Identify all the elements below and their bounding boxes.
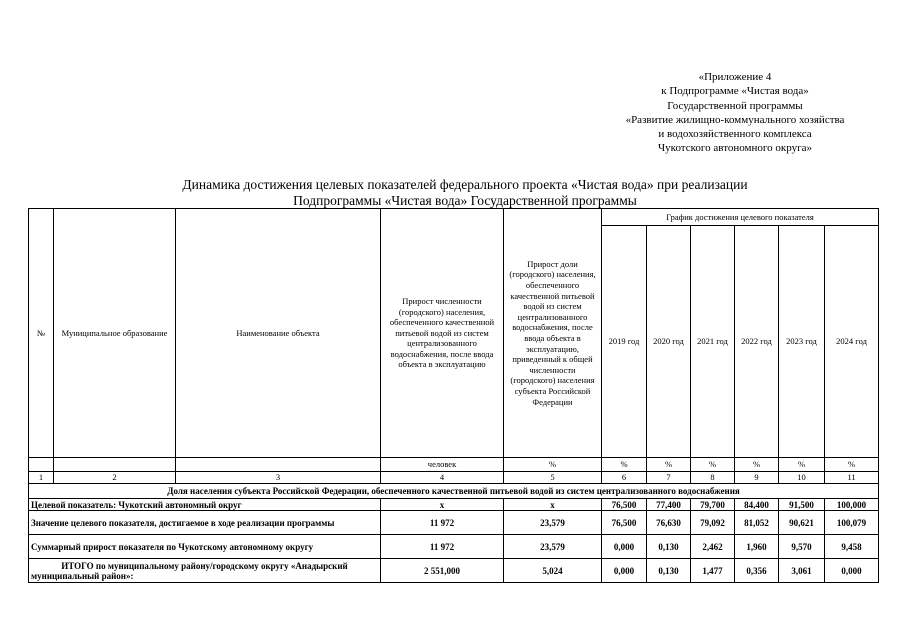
column-number: 1 [29, 472, 54, 484]
appendix-line: Государственной программы [667, 99, 803, 112]
column-number: 10 [779, 472, 825, 484]
header-municipality: Муниципальное образование [54, 209, 176, 458]
column-number: 11 [825, 472, 879, 484]
row-year-value: 9,458 [825, 535, 879, 559]
row-label: Значение целевого показателя, достигаемое в ходе реализации программы [29, 511, 381, 535]
column-number: 3 [176, 472, 381, 484]
unit-year: % [647, 458, 691, 472]
row-year-value: 3,061 [779, 559, 825, 583]
title-line-1: Динамика достижения целевых показателей федерального проекта «Чистая вода» при реализации [182, 177, 748, 192]
row-year-value: 0,130 [647, 535, 691, 559]
section-title: Доля населения субъекта Российской Федерации, обеспеченного качественной питьевой водой из систем централизованного водоснабжения [29, 484, 879, 499]
header-growth-count: Прирост численности (городского) населения, обеспеченного качественной питьевой водой из систем централизованного водоснабжения, после ввода объекта в эксплуатацию [381, 209, 504, 458]
row-count: х [381, 499, 504, 511]
column-number: 9 [735, 472, 779, 484]
row-year-value: 76,630 [647, 511, 691, 535]
unit-share: % [504, 458, 602, 472]
row-share: 23,579 [504, 511, 602, 535]
row-year-value: 91,500 [779, 499, 825, 511]
row-label: Суммарный прирост показателя по Чукотскому автономному округу [29, 535, 381, 559]
header-year: 2019 год [602, 226, 647, 458]
header-year: 2023 год [779, 226, 825, 458]
column-number: 5 [504, 472, 602, 484]
row-year-value: 0,130 [647, 559, 691, 583]
row-year-value: 0,356 [735, 559, 779, 583]
table-row [29, 499, 879, 511]
document-title [120, 177, 810, 209]
row-year-value: 0,000 [602, 559, 647, 583]
row-year-value: 0,000 [602, 535, 647, 559]
row-year-value: 1,477 [691, 559, 735, 583]
unit-year: % [779, 458, 825, 472]
units-row [29, 458, 879, 472]
header-year: 2020 год [647, 226, 691, 458]
header-object: Наименование объекта [176, 209, 381, 458]
row-year-value: 77,400 [647, 499, 691, 511]
appendix-block [600, 70, 870, 156]
row-count: 11 972 [381, 511, 504, 535]
row-year-value: 79,092 [691, 511, 735, 535]
row-count: 2 551,000 [381, 559, 504, 583]
column-number-row [29, 472, 879, 484]
row-year-value: 76,500 [602, 511, 647, 535]
appendix-line: «Развитие жилищно-коммунального хозяйства [625, 113, 845, 126]
appendix-line: и водохозяйственного комплекса [658, 128, 812, 141]
unit-year: % [825, 458, 879, 472]
table-row [29, 559, 879, 583]
row-year-value: 2,462 [691, 535, 735, 559]
header-num: № [29, 209, 54, 458]
column-number: 8 [691, 472, 735, 484]
row-year-value: 84,400 [735, 499, 779, 511]
row-year-value: 76,500 [602, 499, 647, 511]
unit-year: % [735, 458, 779, 472]
row-year-value: 81,052 [735, 511, 779, 535]
row-year-value: 90,621 [779, 511, 825, 535]
table-row [29, 535, 879, 559]
appendix-line: Чукотского автономного округа» [658, 142, 812, 155]
row-year-value: 9,570 [779, 535, 825, 559]
row-year-value: 100,000 [825, 499, 879, 511]
column-number: 4 [381, 472, 504, 484]
column-number: 7 [647, 472, 691, 484]
row-count: 11 972 [381, 535, 504, 559]
row-year-value: 79,700 [691, 499, 735, 511]
column-number: 2 [54, 472, 176, 484]
row-share: 5,024 [504, 559, 602, 583]
row-label: ИТОГО по муниципальному району/городскому округу «Анадырский муниципальный район»: [29, 559, 381, 583]
table-row [29, 511, 879, 535]
row-year-value: 0,000 [825, 559, 879, 583]
header-growth-share: Прирост доли (городского) населения, обеспеченного качественной питьевой водой из систем централизованного водоснабжения, после ввода объекта в эксплуатацию, приведенный к общей численности (городского) населения субъекта Российской Федерации [504, 209, 602, 458]
column-number: 6 [602, 472, 647, 484]
appendix-line: к Подпрограмме «Чистая вода» [661, 85, 809, 98]
row-year-value: 100,079 [825, 511, 879, 535]
header-year: 2022 год [735, 226, 779, 458]
row-share: х [504, 499, 602, 511]
indicators-table [28, 208, 879, 583]
title-line-2: Подпрограммы «Чистая вода» Государственной программы [293, 193, 637, 208]
unit-year: % [691, 458, 735, 472]
row-label: Целевой показатель: Чукотский автономный округ [29, 499, 381, 511]
unit-year: % [602, 458, 647, 472]
header-schedule: График достижения целевого показателя [602, 209, 879, 226]
header-year: 2021 год [691, 226, 735, 458]
row-share: 23,579 [504, 535, 602, 559]
unit-count: человек [381, 458, 504, 472]
row-year-value: 1,960 [735, 535, 779, 559]
header-year: 2024 год [825, 226, 879, 458]
appendix-line: «Приложение 4 [698, 71, 772, 83]
